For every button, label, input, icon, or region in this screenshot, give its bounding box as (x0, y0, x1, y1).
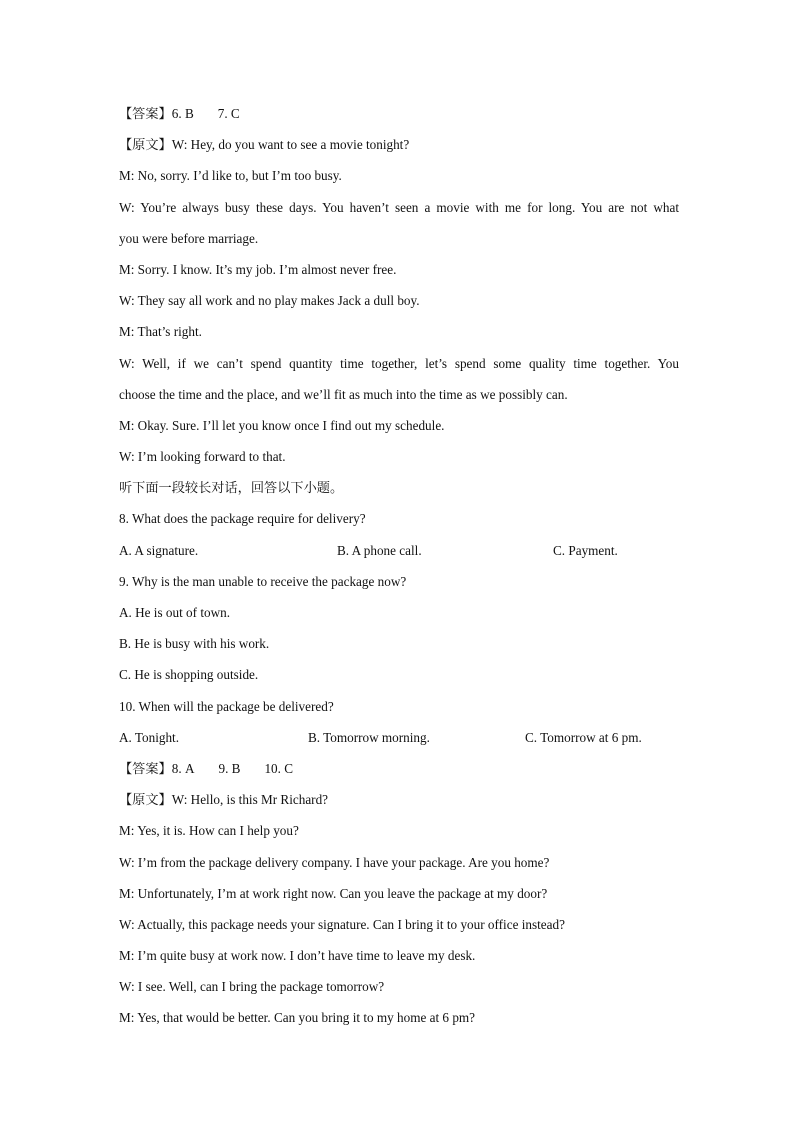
dialogue-line: M: Yes, it is. How can I help you? (119, 823, 299, 839)
section-instruction: 听下面一段较长对话，回答以下小题。 (119, 480, 344, 496)
dialogue-line: W: Actually, this package needs your signature. Can I bring it to your office instead? (119, 916, 565, 932)
option-c: C. He is shopping outside. (119, 667, 259, 683)
transcript-tag: 【原文】 (119, 792, 172, 808)
answer-9: 9. B (218, 760, 241, 776)
dialogue-line: M: Yes, that would be better. Can you bring it to my home at 6 pm? (119, 1010, 476, 1026)
answer-10: 10. C (264, 760, 294, 776)
question-9: 9. Why is the man unable to receive the package now? (119, 573, 407, 589)
dialogue-line: M: Unfortunately, I’m at work right now. Can you leave the package at my door? (119, 885, 548, 901)
dialogue-line: W: Well, if we can’t spend quantity time together, let’s spend some quality time together. You (119, 355, 679, 371)
dialogue-line: W: I’m looking forward to that. (119, 449, 286, 465)
dialogue-line: W: They say all work and no play makes Jack a dull boy. (119, 293, 420, 309)
answer-6: 6. B (171, 106, 194, 121)
dialogue-text: W: Hey, do you want to see a movie tonight? (171, 137, 410, 153)
option-b: B. A phone call. (337, 542, 422, 558)
transcript-tag: 【原文】 (119, 137, 172, 153)
option-b: B. Tomorrow morning. (308, 729, 430, 745)
answer-tag: 【答案】 (119, 106, 172, 121)
dialogue-line: you were before marriage. (119, 230, 259, 246)
option-c: C. Tomorrow at 6 pm. (525, 729, 642, 745)
transcript-line (119, 784, 679, 815)
dialogue-line: choose the time and the place, and we’ll fit as much into the time as we possibly can. (119, 386, 568, 402)
answer-7: 7. C (217, 106, 240, 121)
option-a: A. Tonight. (119, 729, 180, 745)
dialogue-text: W: Hello, is this Mr Richard? (171, 792, 329, 808)
document-page (119, 98, 679, 1034)
question-8-options (119, 535, 679, 566)
answer-line-6-7 (119, 98, 679, 129)
option-b: B. He is busy with his work. (119, 636, 270, 652)
dialogue-line: M: Sorry. I know. It’s my job. I’m almost never free. (119, 261, 397, 277)
dialogue-line: M: No, sorry. I’d like to, but I’m too busy. (119, 168, 342, 184)
dialogue-line: W: I’m from the package delivery company. I have your package. Are you home? (119, 854, 550, 870)
dialogue-line: M: That’s right. (119, 324, 202, 340)
question-10: 10. When will the package be delivered? (119, 698, 334, 714)
option-c: C. Payment. (553, 542, 618, 558)
answer-line-8-10 (119, 753, 679, 784)
dialogue-line: W: I see. Well, can I bring the package tomorrow? (119, 979, 385, 995)
transcript-line (119, 129, 679, 160)
option-a: A. A signature. (119, 542, 199, 558)
answer-8: 8. A (171, 760, 195, 776)
dialogue-line: W: You’re always busy these days. You haven’t seen a movie with me for long. You are not what (119, 199, 679, 215)
option-a: A. He is out of town. (119, 605, 230, 620)
dialogue-line: M: I’m quite busy at work now. I don’t have time to leave my desk. (119, 948, 476, 964)
question-10-options (119, 722, 679, 753)
question-8: 8. What does the package require for delivery? (119, 511, 366, 527)
dialogue-line: M: Okay. Sure. I’ll let you know once I find out my schedule. (119, 417, 445, 433)
answer-tag: 【答案】 (119, 760, 172, 776)
